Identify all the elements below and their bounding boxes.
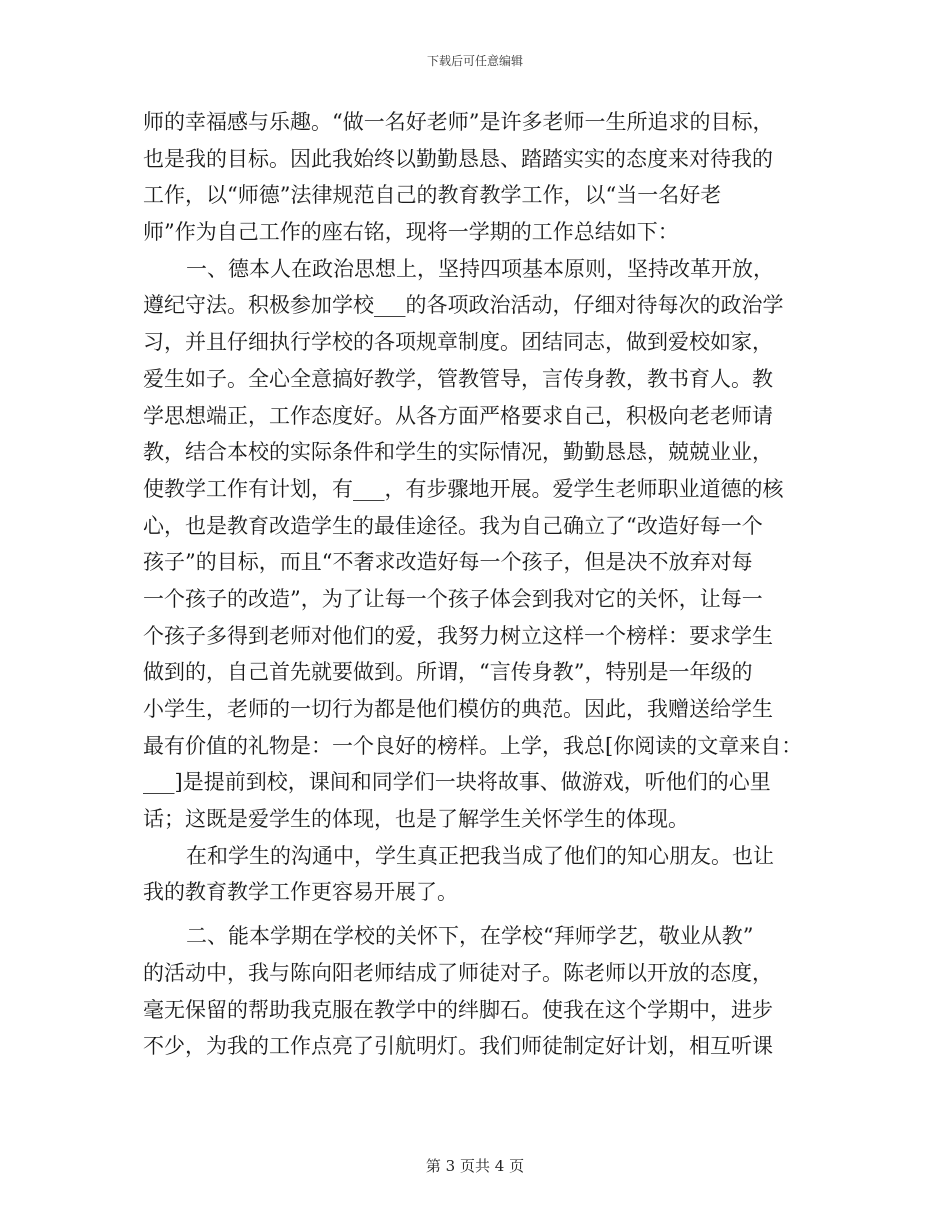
page-header: 下载后可任意编辑 (426, 54, 523, 68)
text-line: 做到的，自己首先就要做到。所谓，“言传身教”，特别是一年级的 (143, 660, 753, 685)
text-line: 遵纪守法。积极参加学校___的各项政治活动，仔细对待每次的政治学 (143, 293, 784, 318)
text-line: 师的幸福感与乐趣。“做一名好老师”是许多老师一生所追求的目标， (143, 110, 774, 134)
page-number-footer: 第 3 页共 4 页 (425, 1157, 525, 1175)
text-line: 话；这既是爱学生的体现，也是了解学生关怀学生的体现。 (143, 807, 689, 832)
text-line: ___]是提前到校，课间和同学们一块将故事、做游戏，听他们的心里 (143, 770, 771, 795)
text-line: 习，并且仔细执行学校的各项规章制度。团结同志，做到爱校如家， (143, 330, 773, 355)
text-line: 的活动中，我与陈向阳老师结成了师徒对子。陈老师以开放的态度， (143, 960, 773, 985)
text-line: 学思想端正，工作态度好。从各方面严格要求自己，积极向老老师请 (143, 403, 773, 428)
text-line: 心，也是教育改造学生的最佳途径。我为自己确立了“改造好每一个 (143, 513, 763, 538)
text-line: 教，结合本校的实际条件和学生的实际情况，勤勤恳恳，兢兢业业， (143, 440, 773, 465)
text-line: 不少，为我的工作点亮了引航明灯。我们师徒制定好计划，相互听课 (143, 1034, 773, 1059)
text-line: 师”作为自己工作的座右铭，现将一学期的工作总结如下： (143, 220, 679, 245)
text-line: 工作，以“师德”法律规范自己的教育教学工作，以“当一名好老 (143, 183, 722, 208)
text-line: 个孩子多得到老师对他们的爱，我努力树立这样一个榜样：要求学生 (143, 623, 773, 648)
text-line: 使教学工作有计划，有___，有步骤地开展。爱学生老师职业道德的核 (143, 476, 784, 501)
document-body (143, 104, 818, 1065)
text-line: 也是我的目标。因此我始终以勤勤恳恳、踏踏实实的态度来对待我的 (143, 146, 773, 171)
text-line: 孩子”的目标，而且“不奢求改造好每一个孩子，但是决不放弃对每 (143, 550, 753, 575)
paragraph-start-line: 二、能本学期在学校的关怀下，在学校“拜师学艺，敬业从教” (186, 924, 754, 949)
paragraph-start-line: 一、德本人在政治思想上，坚持四项基本原则，坚持改革开放， (186, 256, 774, 281)
text-line: 最有价值的礼物是：一个良好的榜样。上学，我总[你阅读的文章来自： (143, 733, 803, 758)
text-line: 毫无保留的帮助我克服在教学中的绊脚石。使我在这个学期中，进步 (143, 997, 773, 1022)
blank-line (143, 911, 818, 918)
text-line: 我的教育教学工作更容易开展了。 (143, 880, 458, 905)
text-line: 一个孩子的改造”，为了让每一个孩子体会到我对它的关怀，让每一 (143, 586, 763, 611)
text-line: 小学生，老师的一切行为都是他们模仿的典范。因此，我赠送给学生 (143, 697, 773, 721)
paragraph-start-line: 在和学生的沟通中，学生真正把我当成了他们的知心朋友。也让 (186, 843, 774, 868)
text-line: 爱生如子。全心全意搞好教学，管教管导，言传身教，教书育人。教 (143, 366, 773, 391)
